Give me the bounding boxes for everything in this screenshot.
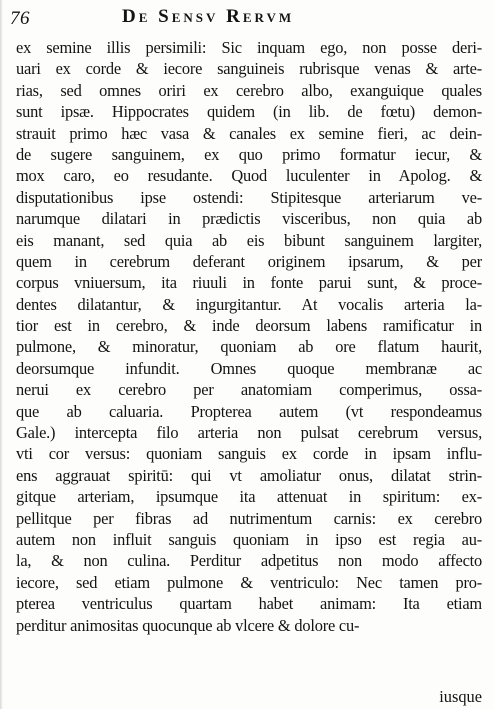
text-line: pulmone, & minoratur, quoniam ab ore flatum haurit, (16, 337, 482, 357)
body-text (16, 37, 482, 636)
page-header (10, 6, 482, 32)
text-line: corpus vniuersum, ita riuuli in fonte parui sunt, & proce- (16, 273, 482, 293)
text-line: iecore, sed etiam pulmone & ventriculo: Nec tamen pro- (16, 572, 482, 592)
text-line: uari ex corde & iecore sanguineis rubrisque venas & arte- (16, 59, 482, 79)
text-line: nerui ex cerebro per anatomiam comperimus, ossa- (16, 380, 482, 400)
running-head: De Sensv Rervm (122, 6, 295, 27)
text-line: tior est in cerebro, & inde deorsum labens ramificatur in (16, 316, 482, 336)
text-line: eis manant, sed quia ab eis bibunt sanguinem largiter, (16, 230, 482, 250)
text-line: rias, sed omnes oriri ex cerebro albo, exanguique quales (16, 80, 482, 100)
catchword: iusque (439, 687, 482, 706)
text-line: la, & non culina. Perditur adpetitus non modo affecto (16, 551, 482, 571)
text-line: ex semine illis persimili: Sic inquam ego, non posse deri- (16, 38, 482, 57)
page-gutter-shadow (0, 0, 3, 709)
text-line: narumque dilatari in prædictis visceribus, non quia ab (16, 209, 482, 229)
text-line: vti cor versus: quoniam sanguis ex corde in ipsam influ- (16, 444, 482, 464)
text-line: que ab caluaria. Propterea autem (vt respondeamus (16, 401, 482, 421)
text-line: dentes dilatantur, & ingurgitantur. At vocalis arteria la- (16, 294, 482, 314)
text-line: pterea ventriculus quartam habet animam: Ita etiam (16, 594, 482, 614)
text-line: sunt ipsæ. Hippocrates quidem (in lib. de fœtu) demon- (16, 102, 482, 122)
text-line: mox caro, eo resudante. Quod luculenter in Apolog. & (16, 166, 482, 186)
text-line: Gale.) intercepta filo arteria non pulsat cerebrum versus, (16, 423, 482, 443)
text-line: pellitque per fibras ad nutrimentum carnis: ex cerebro (16, 508, 482, 528)
text-line: disputationibus ipse ostendi: Stipitesque arteriarum ve- (16, 187, 482, 207)
text-line: quem in cerebrum deferant originem ipsarum, & per (16, 251, 482, 271)
text-line: gitque arteriam, ipsumque ita attenuat in spiritum: ex- (16, 487, 482, 507)
text-line: perditur animositas quocunque ab vlcere & dolore cu- (16, 615, 360, 635)
text-line: strauit primo hæc vasa & canales ex semine fieri, ac dein- (16, 123, 482, 143)
text-line: autem non influit sanguis quoniam in ipso est regia au- (16, 529, 482, 549)
page-number: 76 (10, 8, 30, 29)
text-line: de sugere sanguinem, ex quo primo formatur iecur, & (16, 144, 482, 164)
text-line: deorsumque infundit. Omnes quoque membranæ ac (16, 358, 482, 378)
text-line: ens aggrauat spiritū: qui vt amoliatur onus, dilatat strin- (16, 465, 482, 485)
